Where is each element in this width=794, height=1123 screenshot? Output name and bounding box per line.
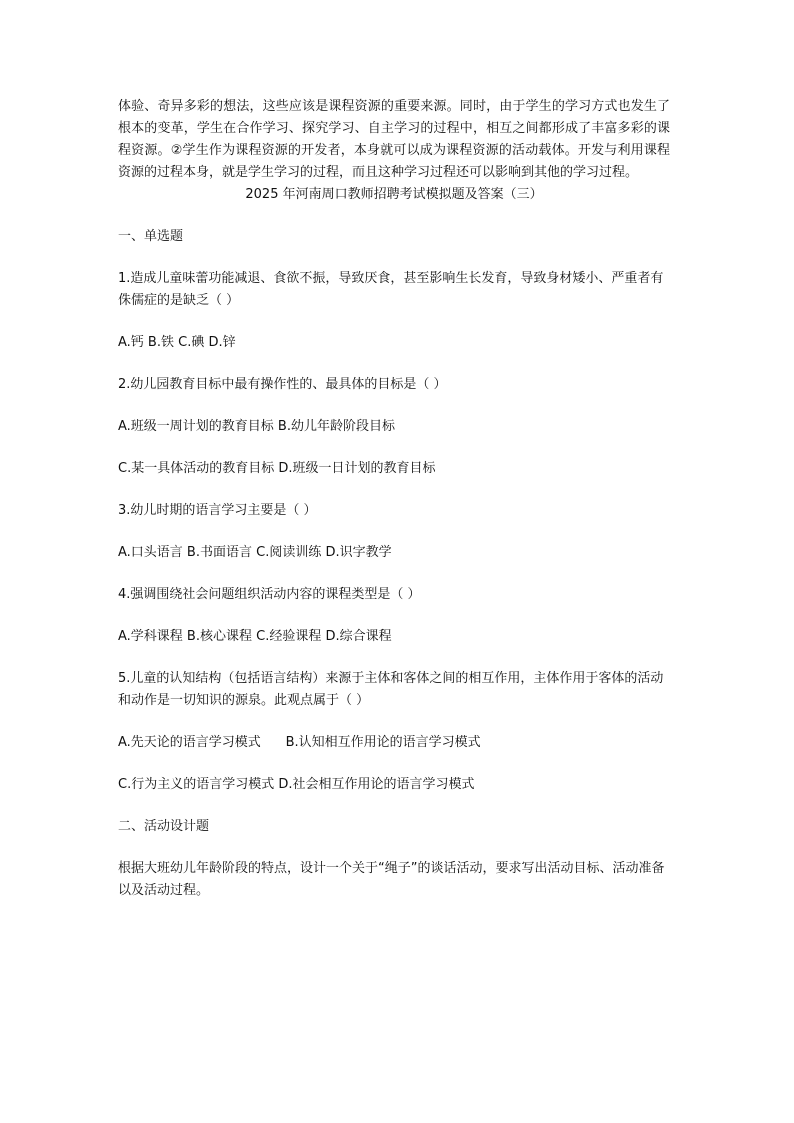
document-page: [118, 96, 670, 902]
question-options: A.先天论的语言学习模式 B.认知相互作用论的语言学习模式: [118, 735, 481, 750]
question-options: A.学科课程 B.核心课程 C.经验课程 D.综合课程: [118, 629, 392, 644]
question-options: C.某一具体活动的教育目标 D.班级一日计划的教育目标: [118, 461, 436, 476]
question-stem: 5.儿童的认知结构（包括语言结构）来源于主体和客体之间的相互作用，主体作用于客体的活动和动作是一切知识的源泉。此观点属于（ ）: [118, 671, 664, 708]
intro-paragraph: 体验、奇异多彩的想法，这些应该是课程资源的重要来源。同时，由于学生的学习方式也发生了根本的变革，学生在合作学习、探究学习、自主学习的过程中，相互之间都形成了丰富多彩的课程资源。②学生作为课程资源的开发者，本身就可以成为课程资源的活动载体。开发与利用课程资源的过程本身，就是学生学习的过程，而且这种学习过程还可以影响到其他的学习过程。: [118, 99, 670, 180]
question-options: A.钙 B.铁 C.碘 D.锌: [118, 335, 236, 350]
exam-title: 2025 年河南周口教师招聘考试模拟题及答案（三）: [245, 187, 543, 202]
section-heading-activity-design: 二、活动设计题: [118, 819, 210, 834]
question-stem: 1.造成儿童味蕾功能减退、食欲不振，导致厌食，甚至影响生长发育，导致身材矮小、严重者有侏儒症的是缺乏（ ）: [118, 271, 664, 308]
question-options: C.行为主义的语言学习模式 D.社会相互作用论的语言学习模式: [118, 777, 475, 792]
question-stem: 2.幼儿园教育目标中最有操作性的、最具体的目标是（ ）: [118, 377, 447, 392]
activity-prompt: 根据大班幼儿年龄阶段的特点，设计一个关于“绳子”的谈话活动，要求写出活动目标、活动准备以及活动过程。: [118, 861, 665, 898]
question-stem: 3.幼儿时期的语言学习主要是（ ）: [118, 503, 317, 518]
section-heading-single-choice: 一、单选题: [118, 229, 184, 244]
question-options: A.班级一周计划的教育目标 B.幼儿年龄阶段目标: [118, 419, 395, 434]
question-options: A.口头语言 B.书面语言 C.阅读训练 D.识字教学: [118, 545, 392, 560]
question-stem: 4.强调围绕社会问题组织活动内容的课程类型是（ ）: [118, 587, 421, 602]
spacer: [118, 206, 670, 226]
